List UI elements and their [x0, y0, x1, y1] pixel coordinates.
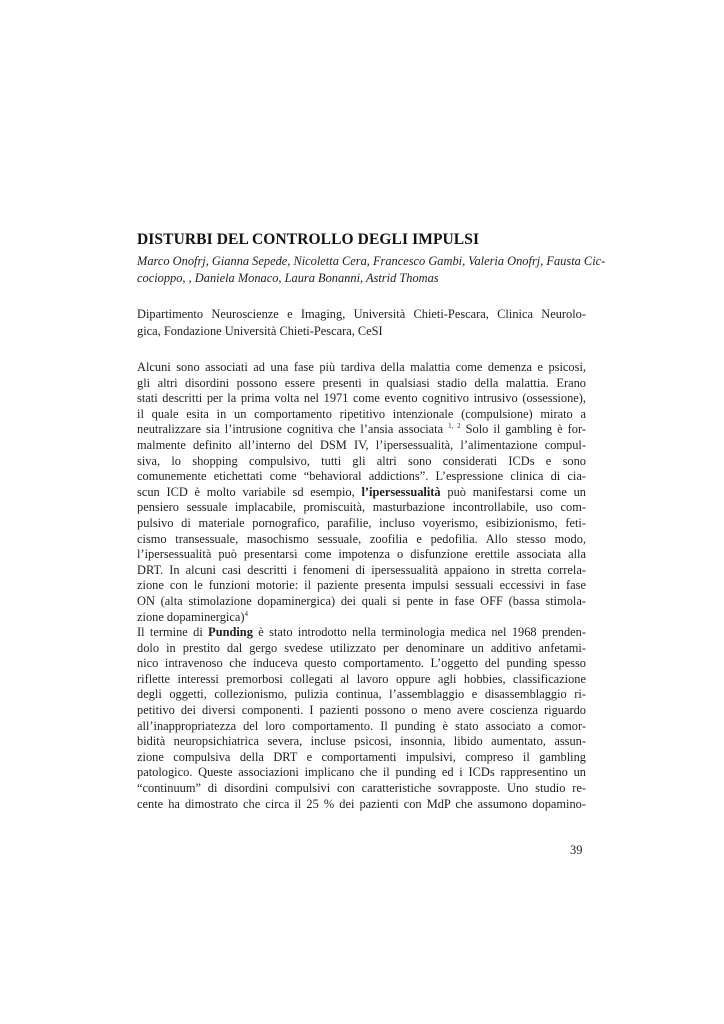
citation-ref: 4: [244, 609, 248, 618]
text-line: dolo in prestito dal gergo svedese utilizzato per denominare un additivo anfetami-: [137, 640, 586, 655]
text-line: degli oggetti, collezionismo, pulizia continua, l’assemblaggio e disassemblaggio ri-: [137, 687, 586, 702]
text-segment: può manifestarsi come un: [440, 484, 586, 499]
text-line: gli altri disordini possono essere presenti in qualsiasi stadio della malattia. Erano: [137, 375, 586, 390]
text-line: stati descritti per la prima volta nel 1971 come evento cognitivo intrusivo (ossessione),: [137, 391, 586, 406]
text-line: ON (alta stimolazione dopaminergica) dei quali si pente in fase OFF (bassa stimola-: [137, 593, 586, 608]
text-segment: Il termine di: [137, 625, 209, 640]
text-line: pulsivo di materiale pornografico, parafilie, incluso voyerismo, esibizionismo, feti-: [137, 515, 586, 530]
text-line: malmente definito all’interno del DSM IV, l’ipersessualità, l’alimentazione compul-: [137, 437, 586, 452]
text-line: Alcuni sono associati ad una fase più tardiva della malattia come demenza e psicosi,: [137, 360, 586, 374]
text-line: all’inappropriatezza del loro comportamento. Il punding è stato associato a comor-: [137, 718, 586, 733]
text-line: [137, 485, 586, 501]
text-line: cismo transessuale, masochismo sessuale, zoofilia e pedofilia. Allo stesso modo,: [137, 531, 586, 546]
text-line: [137, 422, 586, 438]
author-line: cocioppo, , Daniela Monaco, Laura Bonanni, Astrid Thomas: [137, 271, 439, 285]
text-line: nico intravenoso che induceva questo comportamento. L’oggetto del punding spesso: [137, 656, 586, 671]
text-line: [137, 610, 586, 626]
author-line: Marco Onofrj, Gianna Sepede, Nicoletta Cera, Francesco Gambi, Valeria Onofrj, Fausta Cic-: [137, 254, 606, 268]
text-line: l’ipersessualità può presentarsi come impotenza o disfunzione erettile associata alla: [137, 547, 586, 562]
text-line: pensiero sessuale implacabile, promiscuità, masturbazione incontrollabile, uso com-: [137, 500, 586, 515]
text-line: bidità neuropsichiatrica severa, incluse psicosi, insonnia, libido aumentato, assun-: [137, 734, 586, 749]
text-line: siva, lo shopping compulsivo, tutti gli altri sono considerati ICDs e sono: [137, 453, 586, 468]
text-line: [137, 625, 586, 641]
text-line: comunemente etichettati come “behavioral addictions”. L’espressione clinica di cia-: [137, 469, 586, 484]
text-segment: è stato introdotto nella terminologia medica nel 1968 prenden-: [252, 625, 586, 640]
affiliation-line: Dipartimento Neuroscienze e Imaging, Università Chieti-Pescara, Clinica Neurolo-: [137, 307, 586, 321]
text-segment: zione dopaminergica): [137, 609, 245, 624]
text-line: petitivo dei diversi componenti. I pazienti possono o meno avere coscienza riguardo: [137, 703, 586, 718]
bold-term: l’ipersessualità: [361, 484, 441, 499]
text-segment: neutralizzare sia l’intrusione cognitiva che l’ansia associata: [137, 422, 444, 437]
affiliation-line: gica, Fondazione Università Chieti-Pescara, CeSI: [137, 324, 383, 338]
paragraph-1: [137, 360, 586, 625]
text-line: zione compulsiva della DRT e comportamenti impulsivi, compreso il gambling: [137, 749, 586, 764]
citation-ref: 1, 2: [448, 422, 461, 431]
bold-term: Punding: [208, 625, 253, 640]
article-body: [137, 360, 586, 812]
text-line: il quale esita in un comportamento ripetitivo intenzionale (compulsione) mirato a: [137, 406, 586, 421]
text-line: patologico. Queste associazioni implicano che il punding ed i ICDs rappresentino un: [137, 765, 586, 780]
article: [137, 230, 606, 812]
text-line: zione con le funzioni motorie: il paziente presenta impulsi sessuali eccessivi in fase: [137, 578, 586, 593]
article-title: DISTURBI DEL CONTROLLO DEGLI IMPULSI: [137, 231, 480, 248]
page-number: 39: [570, 843, 583, 857]
paragraph-2: [137, 625, 586, 812]
affiliation: [137, 306, 586, 340]
text-line: DRT. In alcuni casi descritti i fenomeni di ipersessualità appaiono in stretta correla-: [137, 562, 586, 577]
author-list: [137, 253, 606, 287]
text-segment: scun ICD è molto variabile sd esempio,: [137, 484, 355, 499]
text-segment: Solo il gambling è for-: [460, 422, 586, 437]
text-line: riflette interessi premorbosi collegati al lavoro oppure agli hobbies, classificazione: [137, 671, 586, 686]
text-line: cente ha dimostrato che circa il 25 % dei pazienti con MdP che assumono dopamino-: [137, 796, 586, 811]
text-line: “continuum” di disordini compulsivi con caratteristiche sovrapposte. Uno studio re-: [137, 781, 586, 796]
